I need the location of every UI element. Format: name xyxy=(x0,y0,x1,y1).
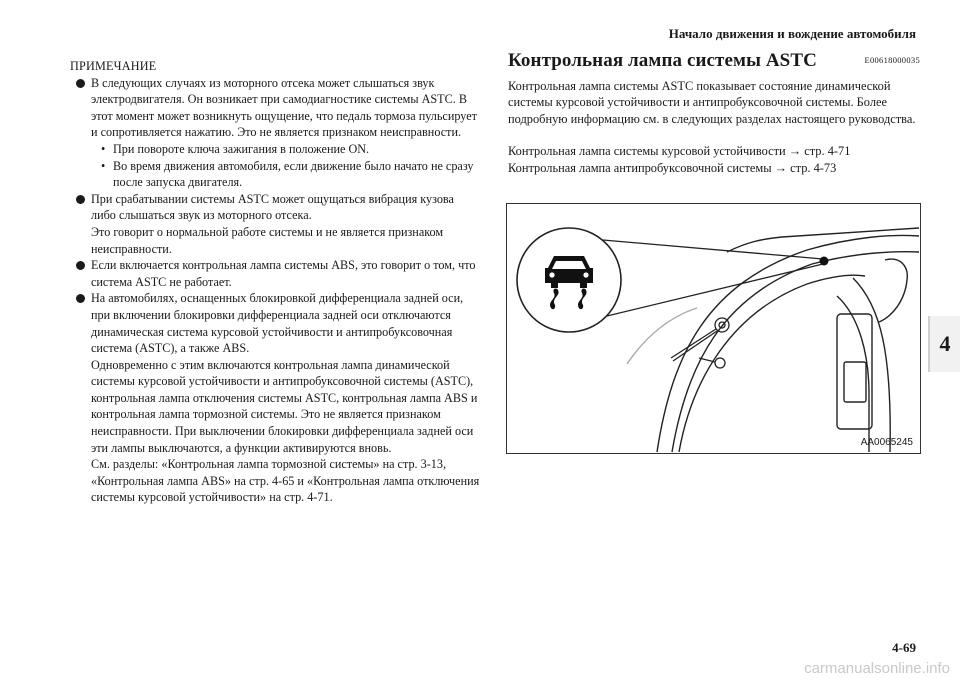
cross-reference-2[interactable]: Контрольная лампа антипробуксовочной системы → стр. 4-73 xyxy=(508,160,837,175)
note-bullet-2-text: При срабатывании системы ASTC может ощущаться вибрация кузова либо слышаться звук из моторного отсека. xyxy=(91,191,454,223)
figure-instrument-cluster xyxy=(506,203,921,454)
note-bullet-2 xyxy=(72,191,480,257)
note-bullet-3-text: Если включается контрольная лампа системы ABS, это говорит о том, что система ASTC не работает. xyxy=(91,258,476,289)
callout-target-dot xyxy=(820,257,829,266)
note-sub-item-1: • При повороте ключа зажигания в положение ON. xyxy=(91,141,480,158)
fuel-gauge-needle xyxy=(699,358,715,362)
instrument-cluster-illustration xyxy=(507,204,920,453)
center-display xyxy=(837,314,872,429)
note-bullet-4 xyxy=(72,290,480,506)
note-bullet-4-text-3: См. разделы: «Контрольная лампа тормозной системы» на стр. 3-13, «Контрольная лампа ABS» на стр. 4-65 и «Контрольная лампа отключения системы курсовой устойчивости» на стр. 4-71. xyxy=(91,457,480,505)
note-column xyxy=(72,58,480,506)
callout-leader-top xyxy=(603,240,823,259)
note-bullet-3 xyxy=(72,257,480,290)
watermark: carmanualsonline.info xyxy=(804,660,950,677)
section-code: E00618000035 xyxy=(864,55,920,65)
figure-code: AA0065245 xyxy=(860,437,913,448)
note-bullet-2-text-2: Это говорит о нормальной работе системы и не является признаком неисправности. xyxy=(91,224,444,256)
section-column xyxy=(508,52,920,177)
cluster-bezel-inner xyxy=(672,252,919,452)
note-bullet-4-text-2: Одновременно с этим включаются контрольная лампа динамической системы курсовой устойчивости и антипробуксовочной системы (ASTC), контрольная лампа отключения системы ASTC, контрольная лампа ABS и контрольная лампа тормозной системы. Это не является признаком неисправности. При выключении блокировки дифференциала задней оси эти лампы выключаются, а функции активируются вновь. xyxy=(91,357,478,455)
cluster-top-edge xyxy=(727,228,919,252)
cross-reference-1[interactable]: Контрольная лампа системы курсовой устойчивости → стр. 4-71 xyxy=(508,144,851,159)
gauge-shine xyxy=(627,308,697,364)
section-title-row xyxy=(508,52,920,70)
section-title: Контрольная лампа системы ASTC xyxy=(508,50,817,71)
warning-lamp-pod xyxy=(879,259,907,322)
cluster-bezel-outer xyxy=(657,235,919,452)
note-bullet-1-text: В следующих случаях из моторного отсека может слышаться звук электродвигателя. Он возникает при самодиагностике системы ASTC. В этот момент может возникнуть ощущение, что педаль тормоза пульсирует и сопротивляется нажатию. Это не является признаком неисправности. xyxy=(91,75,477,140)
center-display-screen xyxy=(844,362,866,402)
page-number: 4-69 xyxy=(892,640,916,655)
fuel-gauge-pivot xyxy=(715,358,725,368)
running-header: Начало движения и вождение автомобиля xyxy=(668,26,916,41)
note-bullet-4-text: На автомобилях, оснащенных блокировкой дифференциала задней оси, при включении блокировки дифференциала задней оси отключаются динамическая система курсовой устойчивости и антипробуксовочная система (ASTC), а также ABS. xyxy=(91,291,464,356)
section-intro: Контрольная лампа системы ASTC показывает состояние динамической системы курсовой устойчивости и антипробуксовочной системы. Более подробную информацию см. в следующих разделах настоящего руководства. xyxy=(508,78,916,126)
chapter-tab: 4 xyxy=(928,316,960,372)
note-bullets xyxy=(72,75,480,506)
note-bullet-1 xyxy=(72,75,480,191)
note-label: ПРИМЕЧАНИЕ xyxy=(70,59,157,73)
note-sub-item-2: • Во время движения автомобиля, если движение было начато не сразу после запуска двигателя. xyxy=(91,158,480,191)
